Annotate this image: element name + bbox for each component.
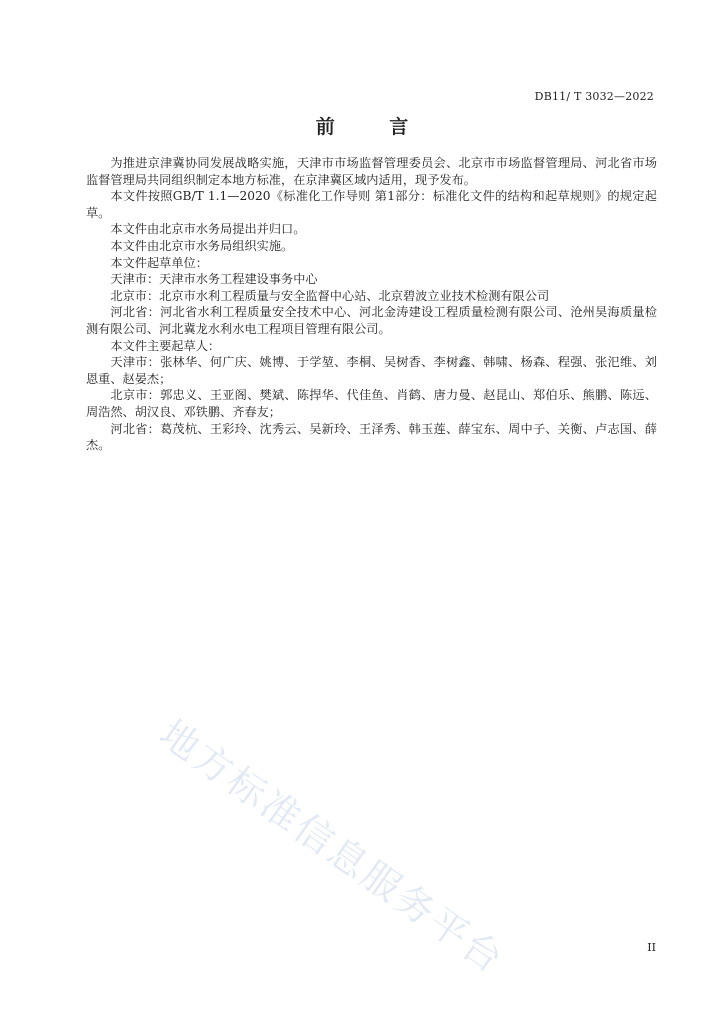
page-title: 前 言 [315,116,433,138]
foreword-body [86,155,657,454]
paragraph-drafters-hebei: 河北省：葛茂杭、王彩玲、沈秀云、吴新玲、王泽秀、韩玉莲、薛宝东、周中子、关衡、卢志国、薛杰。 [86,421,657,453]
standard-code: DB11/ T 3032—2022 [534,90,654,103]
paragraph-proposer: 本文件由北京市水务局提出并归口。 [110,222,306,237]
paragraph-drafting-rules: 本文件按照GB/T 1.1—2020《标准化工作导则 第1部分：标准化文件的结构和起草规则》的规定起草。 [86,189,657,220]
watermark: 地方标准信息服务平台 [151,711,513,983]
paragraph-organizer: 本文件由北京市水务局组织实施。 [110,238,294,253]
paragraph-intro: 为推进京津冀协同发展战略实施，天津市市场监督管理委员会、北京市市场监督管理局、河北省市场监督管理局共同组织制定本地方标准，在京津冀区域内适用，现予发布。 [86,156,657,187]
paragraph-drafting-units-heading: 本文件起草单位： [110,255,208,270]
page-number: II [647,941,656,954]
paragraph-drafters-heading: 本文件主要起草人： [110,338,221,353]
paragraph-units-beijing: 北京市：北京市水利工程质量与安全监督中心站、北京碧波立业技术检测有限公司 [110,288,550,303]
paragraph-units-tianjin: 天津市：天津市水务工程建设事务中心 [110,272,318,287]
paragraph-drafters-tianjin: 天津市：张林华、何广庆、姚博、于学堃、李桐、吴树香、李树鑫、韩啸、杨森、程强、张汜维、刘恩重、赵晏杰； [86,355,657,386]
paragraph-units-hebei: 河北省：河北省水利工程质量安全技术中心、河北金涛建设工程质量检测有限公司、沧州昊海质量检测有限公司、河北冀龙水利水电工程项目管理有限公司。 [86,305,657,336]
paragraph-drafters-beijing: 北京市：郭忠义、王亚阁、樊斌、陈捍华、代佳鱼、肖鹤、唐力曼、赵昆山、郑伯乐、熊鹏、陈远、周浩然、胡汉良、邓铁鹏、齐春友； [86,388,657,419]
